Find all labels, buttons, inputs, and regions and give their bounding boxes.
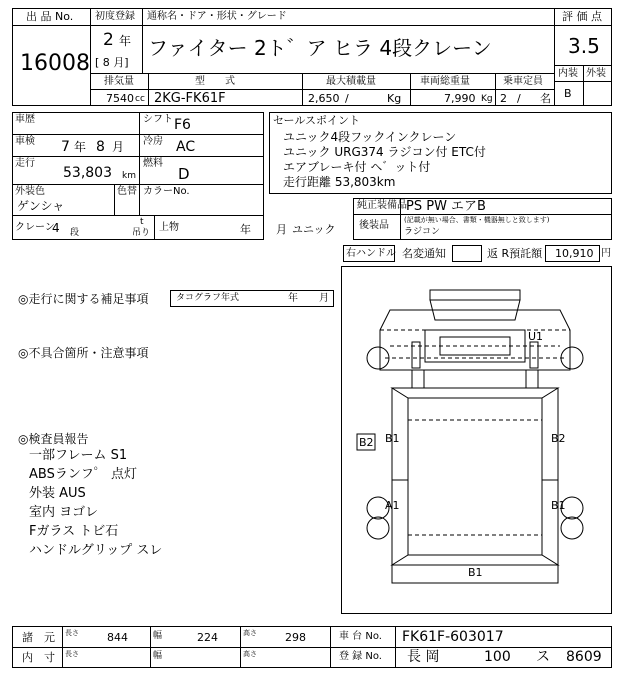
- upper-label: 上物: [159, 222, 179, 233]
- reg-month: [ 8 月]: [95, 56, 129, 69]
- recycle-label: 返 R預託額: [487, 247, 543, 260]
- mark-b1-left: B1: [385, 432, 400, 445]
- inspection-label: 車検: [15, 136, 35, 147]
- inner-dimension-label: 内 寸: [22, 651, 55, 664]
- load-label: 最大積載量: [326, 76, 376, 87]
- weight-kg: Kg: [481, 94, 493, 104]
- shift-label: シフト: [143, 114, 173, 125]
- upper-maker: ユニック: [292, 223, 336, 236]
- name-label: 通称名・ドア・形状・グレード: [147, 11, 287, 22]
- inspector-label: ◎検査員報告: [18, 432, 89, 446]
- sales-point-line: エアブレーキ付 ヘ゛ット付: [283, 160, 431, 174]
- inspection-month: 8: [96, 139, 105, 155]
- inner-length-label: 長さ: [65, 650, 79, 658]
- model-value: 2KG-FK61F: [154, 91, 226, 106]
- crane-tsuri-unit: 吊り: [132, 228, 151, 238]
- aftermarket-value: ラジコン: [404, 227, 441, 237]
- inspection-month-unit: 月: [112, 140, 125, 154]
- driving-remarks-label: ◎走行に関する補足事項: [18, 292, 149, 306]
- height-value: 298: [285, 631, 306, 644]
- mileage-value: 53,803: [63, 165, 112, 181]
- displacement-label: 排気量: [104, 76, 134, 87]
- color-label: 外装色: [15, 186, 45, 197]
- interior-label: 内装: [558, 68, 578, 79]
- handle-value: 右ハンドル: [346, 248, 396, 259]
- mileage-label: 走行: [15, 158, 35, 169]
- dimension-label: 諸 元: [22, 631, 55, 644]
- mark-b2-right: B2: [551, 432, 566, 445]
- mark-b2-box: B2: [359, 436, 374, 449]
- upper-year-unit: 年: [240, 223, 251, 236]
- sales-point-line: ユニック4段フックインクレーン: [283, 130, 457, 144]
- sales-points-label: セールスポイント: [273, 114, 361, 127]
- lot-label: 出 品 No.: [26, 10, 74, 23]
- length-label: 長さ: [65, 629, 79, 637]
- inner-height-label: 高さ: [243, 650, 257, 658]
- fuel-value: D: [178, 165, 190, 183]
- mark-u1: U1: [528, 330, 544, 343]
- tacho-month-unit: 月: [319, 293, 329, 304]
- upper-month-unit: 月: [276, 223, 287, 236]
- inspector-line: 一部フレーム S1: [29, 448, 128, 463]
- load-sep: /: [345, 92, 349, 105]
- color-number-label: カラーNo.: [143, 186, 190, 197]
- weight-label: 車両総重量: [420, 76, 470, 87]
- width-label: 幅: [153, 631, 163, 641]
- recycle-amount: 10,910: [555, 247, 594, 260]
- genuine-value: PS PW エアB: [406, 199, 486, 214]
- yen-unit: 円: [601, 248, 611, 259]
- registration-class: 100: [484, 649, 511, 665]
- registration-number: 8609: [566, 649, 602, 665]
- chassis-label: 車 台 No.: [339, 631, 382, 642]
- inspection-year-unit: 年: [74, 140, 87, 154]
- registration-label: 登 録 No.: [339, 651, 382, 662]
- registration-kana: ス: [536, 649, 550, 665]
- inspection-year: 7: [61, 139, 70, 155]
- crane-label: クレーン: [15, 222, 55, 233]
- crane-steps-unit: 段: [70, 228, 80, 238]
- color-value: ゲンシャ: [17, 199, 65, 213]
- tacho-year-unit: 年: [288, 293, 298, 304]
- chassis-value: FK61F-603017: [402, 629, 504, 645]
- registration-place: 長 岡: [407, 649, 440, 665]
- inspector-line: 室内 ヨゴレ: [29, 505, 99, 520]
- reg-year-unit: 年: [119, 34, 132, 48]
- cc-unit: cc: [135, 94, 145, 104]
- interior-grade: B: [564, 87, 572, 100]
- mark-a1-left: A1: [385, 499, 400, 512]
- ac-label: 冷房: [143, 136, 163, 147]
- capacity-value: 2: [500, 92, 507, 105]
- mileage-unit: km: [122, 171, 136, 181]
- inspector-line: ハンドルグリップ スレ: [29, 543, 163, 558]
- sales-point-line: ユニック URG374 ラジコン付 ETC付: [283, 145, 486, 159]
- mark-b1-right: B1: [551, 499, 566, 512]
- exterior-label: 外装: [586, 68, 606, 79]
- score-value: 3.5: [568, 34, 600, 58]
- first-reg-label: 初度登録: [95, 11, 135, 22]
- height-label: 高さ: [243, 629, 257, 637]
- capacity-sep: /: [517, 92, 521, 105]
- car-name: ファイター 2ト゛ア ヒラ 4段クレーン: [148, 36, 492, 60]
- aftermarket-label: 後装品: [359, 220, 389, 231]
- shift-value: F6: [174, 117, 191, 133]
- color-change-label: 色替: [117, 186, 137, 197]
- crane-ton-unit: t: [140, 217, 144, 227]
- length-value: 844: [107, 631, 128, 644]
- crane-steps: 4: [52, 221, 60, 235]
- mark-b1-bottom: B1: [468, 566, 483, 579]
- inspector-line: 外装 AUS: [29, 486, 86, 501]
- reg-year: 2: [103, 30, 114, 50]
- inner-width-label: 幅: [153, 651, 163, 661]
- capacity-label: 乗車定員: [503, 76, 543, 87]
- displacement-value: 7540: [106, 92, 134, 105]
- tacho-label: タコグラフ年式: [176, 293, 240, 303]
- capacity-unit: 名: [540, 92, 551, 105]
- ac-value: AC: [176, 139, 196, 155]
- aftermarket-note: (記載が無い場合、書類・機器無しと致します): [404, 216, 550, 224]
- lot-number: 16008: [20, 51, 90, 76]
- load-value: 2,650: [308, 92, 340, 105]
- sales-point-line: 走行距離 53,803km: [283, 175, 396, 189]
- width-value: 224: [197, 631, 218, 644]
- genuine-label: 純正装備品: [357, 200, 407, 211]
- inspector-line: Fガラス トビ石: [29, 524, 119, 539]
- weight-value: 7,990: [444, 92, 476, 105]
- history-label: 車歴: [15, 114, 35, 125]
- inspector-line: ABSランフ゜ 点灯: [29, 467, 137, 482]
- model-label: 型 式: [195, 76, 235, 87]
- score-label: 評 価 点: [562, 10, 602, 23]
- fuel-label: 燃料: [143, 158, 163, 169]
- defects-label: ◎不具合箇所・注意事項: [18, 346, 149, 360]
- notice-label: 名変通知: [402, 247, 446, 260]
- load-kg: Kg: [387, 92, 402, 105]
